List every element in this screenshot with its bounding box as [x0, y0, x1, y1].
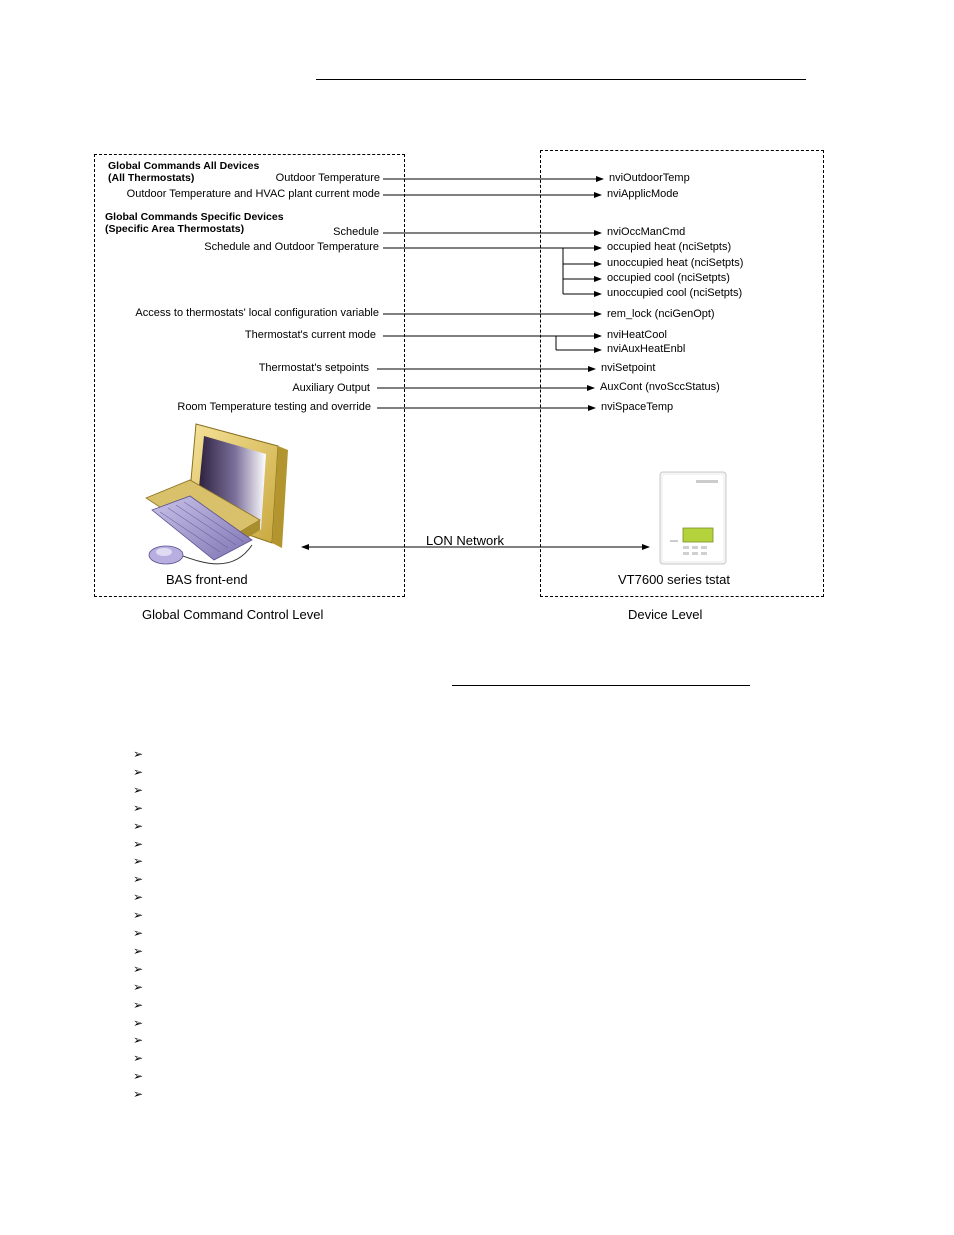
src-schedule-outdoor: Schedule and Outdoor Temperature	[204, 241, 379, 253]
bullet-arrow-icon: ➢	[133, 961, 144, 976]
dst-occupied-cool: occupied cool (nciSetpts)	[607, 272, 730, 284]
dst-nvi-outdoor-temp: nviOutdoorTemp	[609, 172, 690, 184]
header-all-devices-sub: (All Thermostats)	[108, 172, 195, 184]
dst-aux-cont: AuxCont (nvoSccStatus)	[600, 381, 720, 393]
bullet-arrow-icon: ➢	[133, 854, 144, 869]
bullet-arrow-icon: ➢	[133, 926, 144, 940]
bullet-arrow-icon: ➢	[133, 1015, 144, 1030]
dst-unoccupied-cool: unoccupied cool (nciSetpts)	[607, 287, 743, 299]
dst-unoccupied-heat: unoccupied heat (nciSetpts)	[607, 257, 744, 269]
bullet-arrow-icon: ➢	[133, 908, 144, 923]
bullet-arrow-icon: ➢	[133, 890, 144, 905]
bullet-arrow-icon: ➢	[133, 800, 144, 815]
src-schedule: Schedule	[333, 226, 379, 238]
bullet-arrow-icon: ➢	[133, 818, 144, 833]
bas-front-end-label: BAS front-end	[166, 572, 248, 587]
device-level-caption: Device Level	[628, 607, 703, 622]
src-outdoor-temp: Outdoor Temperature	[275, 172, 380, 184]
header-specific-devices-sub: (Specific Area Thermostats)	[105, 223, 245, 235]
src-room-temp: Room Temperature testing and override	[177, 401, 371, 413]
dst-nvi-setpoint: nviSetpoint	[601, 362, 656, 374]
src-setpoints: Thermostat's setpoints	[258, 362, 369, 374]
bullet-arrow-icon: ➢	[133, 836, 144, 851]
src-local-config: Access to thermostats' local configuration variable	[135, 307, 379, 319]
dst-rem-lock: rem_lock (nciGenOpt)	[607, 308, 715, 320]
bullet-arrow-icon: ➢	[133, 1033, 144, 1048]
bullet-arrow-icon: ➢	[133, 1051, 144, 1066]
src-current-mode: Thermostat's current mode	[244, 329, 376, 341]
thermostat-illustration	[660, 472, 726, 564]
bullet-arrow-icon: ➢	[133, 943, 144, 958]
src-outdoor-hvac-mode: Outdoor Temperature and HVAC plant current mode	[126, 188, 380, 200]
src-auxiliary: Auxiliary Output	[292, 382, 370, 394]
global-command-caption: Global Command Control Level	[142, 607, 324, 622]
vt7600-label: VT7600 series tstat	[618, 572, 730, 587]
header-specific-devices: Global Commands Specific Devices	[105, 211, 284, 223]
bullet-arrow-icon: ➢	[133, 1069, 144, 1084]
computer-illustration	[146, 424, 288, 564]
bullet-arrow-icon: ➢	[133, 782, 144, 797]
dst-nvi-occ-man-cmd: nviOccManCmd	[607, 226, 686, 238]
bullet-arrow-icon: ➢	[133, 747, 144, 761]
dst-occupied-heat: occupied heat (nciSetpts)	[607, 241, 732, 253]
dst-nvi-aux-heat-enbl: nviAuxHeatEnbl	[607, 343, 686, 355]
bullet-arrow-icon: ➢	[133, 872, 144, 887]
header-all-devices: Global Commands All Devices	[108, 160, 260, 172]
bullet-arrow-icon: ➢	[133, 1087, 144, 1102]
bullet-arrow-icon: ➢	[133, 997, 144, 1012]
dst-nvi-space-temp: nviSpaceTemp	[601, 401, 674, 413]
bullet-arrow-icon: ➢	[133, 979, 144, 994]
dst-nvi-heat-cool: nviHeatCool	[607, 329, 667, 341]
bullet-arrow-icon: ➢	[133, 764, 144, 779]
dst-nvi-applic-mode: nviApplicMode	[607, 188, 679, 200]
lon-network-label: LON Network	[426, 533, 505, 548]
